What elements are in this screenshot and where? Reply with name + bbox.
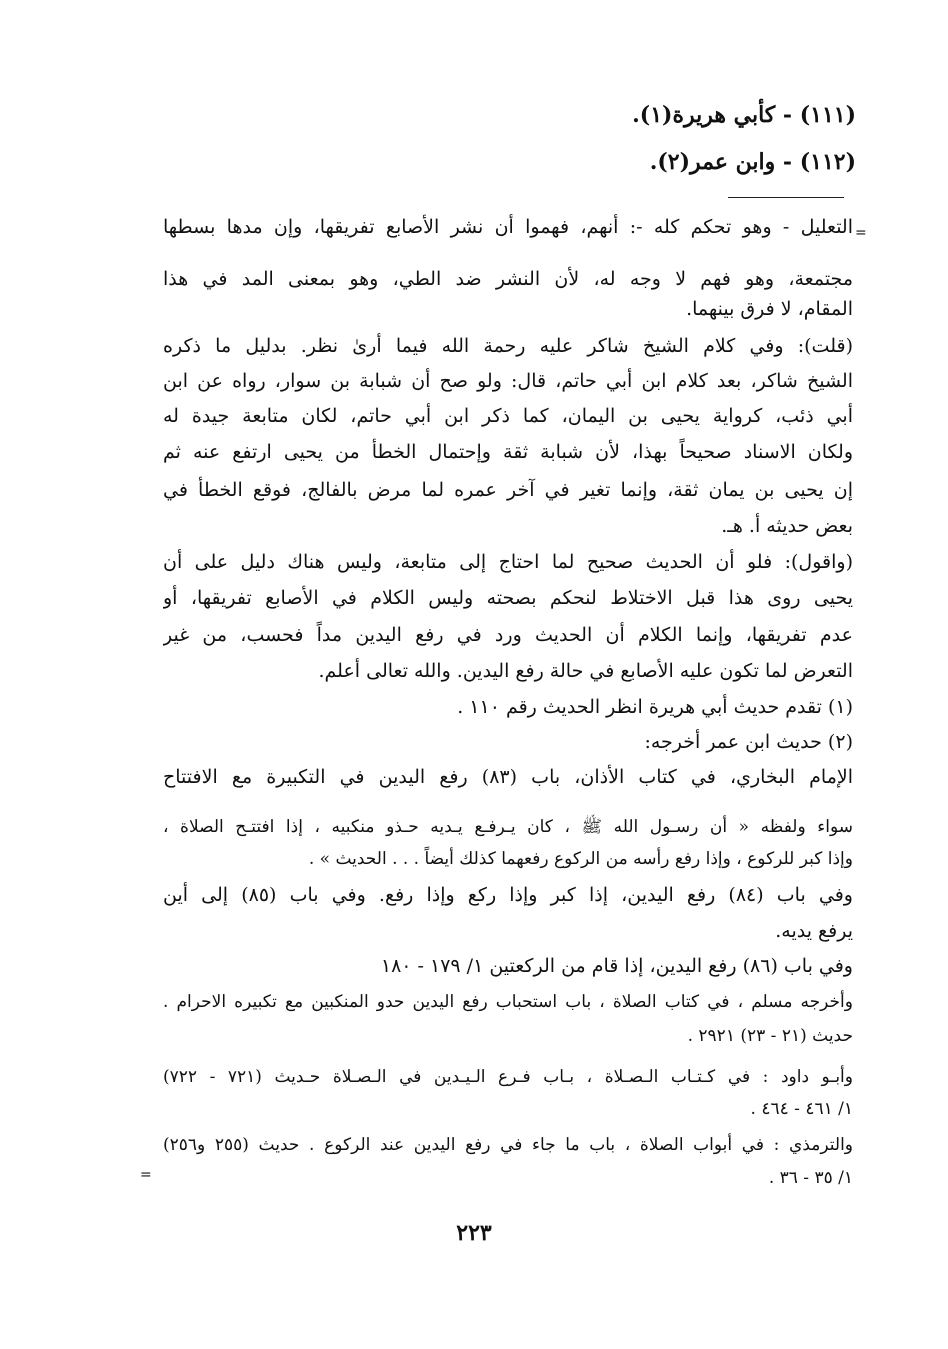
footnote-separator (728, 197, 844, 198)
footnote-line: الإمام البخاري، في كتاب الأذان، باب (٨٣) رفع اليدين في التكبيرة مع الافتتاح (163, 766, 853, 788)
footnote-line: يحيى روى هذا قبل الاختلاط لنحكم بصحته وليس الكلام في الأصابع تفريقها، أو (163, 587, 853, 609)
footnote-line: (واقول): فلو أن الحديث صحيح لما احتاج إلى متابعة، وليس هناك دليل على أن (163, 551, 853, 573)
footnote-line: ١/ ٤٦١ - ٤٦٤ . (750, 1099, 853, 1119)
footnote-line: ١/ ٣٥ - ٣٦ . (768, 1168, 853, 1188)
footnote-line: التعليل - وهو تحكم كله -: أنهم، فهموا أن نشر الأصابع تفريقها، وإن مدها بسطها (163, 216, 853, 238)
footnote-line: وأبـو داود : في كـتـاب الـصـلاة ، بـاب فـرع الـيـدين في الـصـلاة حـديث (٧٢١ - ٧٢٢) (163, 1067, 853, 1087)
footnote-line: وفي باب (٨٤) رفع اليدين، إذا كبر وإذا ركع وإذا رفع. وفي باب (٨٥) إلى أين (163, 884, 853, 906)
footnote-line: يرفع يديه. (775, 920, 853, 942)
footnote-line: الشيخ شاكر، بعد كلام ابن أبي حاتم، قال: ولو صح أن شبابة بن سوار، رواه عن ابن (163, 370, 853, 392)
page-number: ٢٢٣ (456, 1220, 492, 1246)
footnote-line: حديث (٢١ - ٢٣) ٢٩٢١ . (687, 1026, 853, 1046)
footnote-line: أبي ذئب، كرواية يحيى بن اليمان، كما ذكر ابن أبي حاتم، لكان متابعة جيدة له (163, 405, 853, 427)
continuation-mark-top: = (855, 225, 867, 241)
footnote-line: مجتمعة، وهو فهم لا وجه له، لأن النشر ضد الطي، وهو بمعنى المد في هذا (163, 268, 853, 290)
footnote-line: سواء ولفظه « أن رسـول الله ﷺ ، كان يـرفـع يـديه حـذو منكبيه ، إذا افتتـح الصلاة ، (163, 817, 853, 837)
footnote-line: التعرض لما تكون عليه الأصابع في حالة رفع اليدين. والله تعالى أعلم. (318, 660, 853, 682)
footnote-line: وإذا كبر للركوع ، وإذا رفع رأسه من الركوع رفعهما كذلك أيضاً . . . الحديث » . (308, 849, 853, 869)
footnote-line: المقام، لا فرق بينهما. (686, 298, 853, 320)
footnote-line: ولكان الاسناد صحيحاً بهذا، لأن شبابة ثقة وإحتمال الخطأ من يحيى ارتفع عنه ثم (163, 441, 853, 463)
footnote-line: (١) تقدم حديث أبي هريرة انظر الحديث رقم ١١٠ . (457, 696, 853, 718)
footnote-line: وفي باب (٨٦) رفع اليدين، إذا قام من الركعتين ١/ ١٧٩ - ١٨٠ (380, 955, 853, 977)
continuation-mark-bottom: = (140, 1167, 152, 1183)
footnote-line: (قلت): وفي كلام الشيخ شاكر عليه رحمة الله فيما أرىٰ نظر. بدليل ما ذكره (163, 335, 853, 357)
footnote-line: عدم تفريقها، وإنما الكلام أن الحديث ورد في رفع اليدين مداً فحسب، من غير (163, 624, 853, 646)
footnote-line: إن يحيى بن يمان ثقة، وإنما تغير في آخر عمره لما مرض بالفالج، فوقع الخطأ في (163, 479, 853, 501)
footnote-line: وأخرجه مسلم ، في كتاب الصلاة ، باب استحباب رفع اليدين حدو المنكبين مع تكبيره الاحرام . (163, 992, 853, 1012)
main-text-line: (١١١) - كأبي هريرة(١). (632, 102, 856, 128)
footnote-line: (٢) حديث ابن عمر أخرجه: (644, 731, 853, 753)
footnote-line: بعض حديثه أ. هـ. (721, 515, 853, 537)
main-text-line: (١١٢) - وابن عمر(٢). (649, 149, 856, 175)
footnote-line: والترمذي : في أبواب الصلاة ، باب ما جاء في رفع اليدين عند الركوع . حديث (٢٥٥ و٢٥٦) (163, 1135, 853, 1155)
